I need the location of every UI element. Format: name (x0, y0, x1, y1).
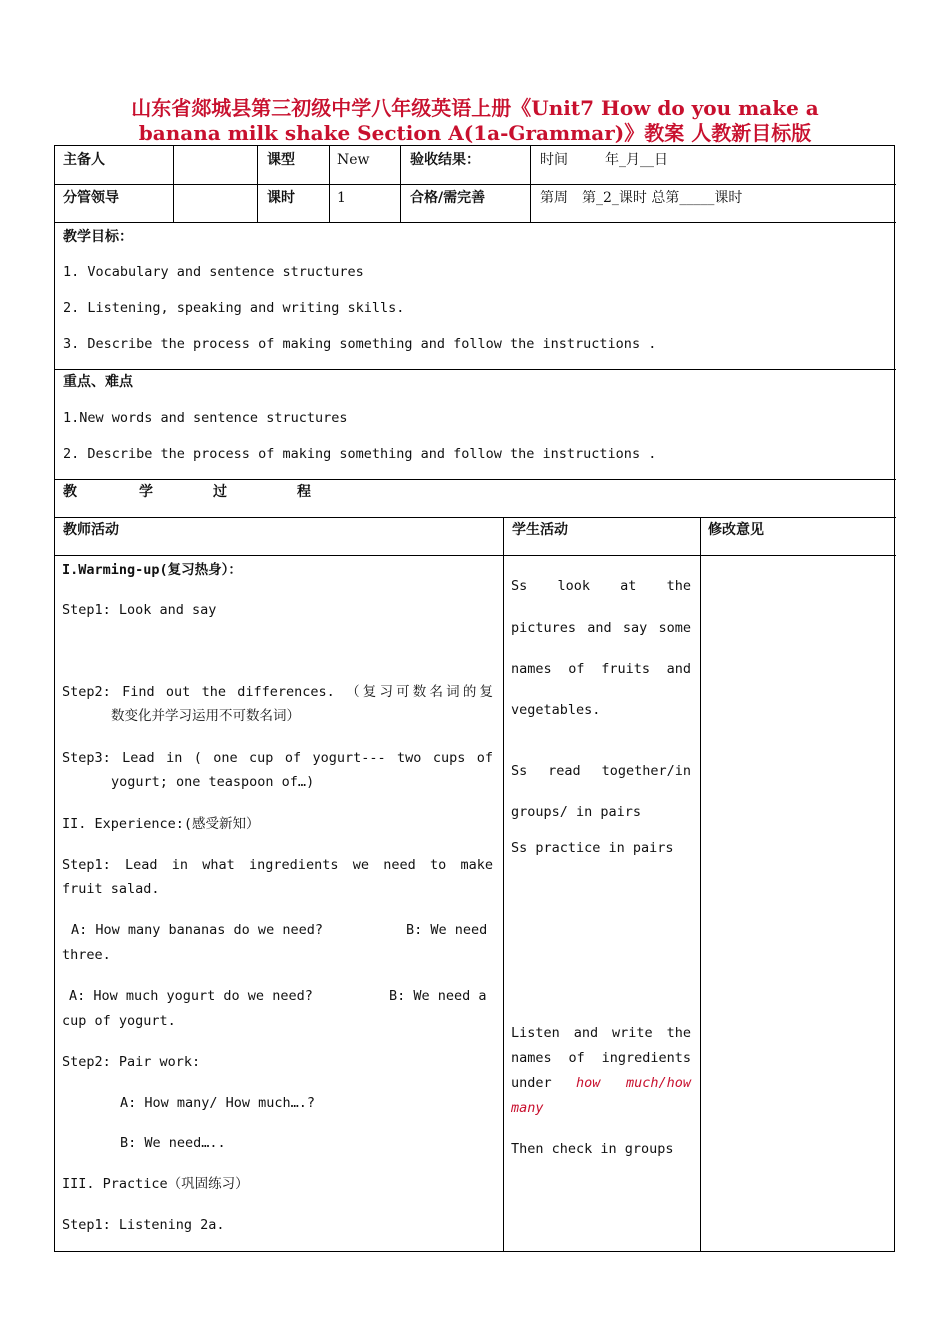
rule (503, 517, 504, 1251)
warmup-step2-line2: 数变化并学习运用不可数名词） (111, 708, 300, 724)
student-line: names of fruits and (511, 661, 691, 677)
warmup-heading: I.Warming-up(复习热身）： (62, 562, 242, 578)
warmup-step1: Step1: Look and say (62, 602, 217, 618)
qa2-answer: B: We need a (389, 988, 487, 1004)
pair-work-a: A: How many/ How much….? (120, 1095, 316, 1111)
objective-item: 2. Listening, speaking and writing skills. (63, 300, 405, 316)
result-label: 验收结果： (410, 152, 480, 168)
student-line: vegetables. (511, 702, 601, 718)
key-points-heading: 重点、难点 (63, 374, 133, 390)
notes-header: 修改意见 (708, 522, 764, 538)
student-emphasis: many (511, 1100, 544, 1116)
student-line: pictures and say some (511, 620, 691, 636)
rule (55, 479, 896, 480)
pass-label: 合格/需完善 (410, 190, 486, 206)
objective-item: 3. Describe the process of making something and follow the instructions . (63, 336, 657, 352)
warmup-step3-line1: Step3: Lead in ( one cup of yogurt--- two cups of (62, 750, 493, 766)
student-line: under (511, 1075, 552, 1091)
student-line: Listen and write the (511, 1025, 691, 1041)
rule (55, 222, 896, 223)
rule (55, 555, 896, 556)
type-value: New (337, 152, 370, 168)
listening-step: Step1: Listening 2a. (62, 1217, 225, 1233)
process-heading-char: 程 (297, 484, 311, 500)
preparer-label: 主备人 (63, 152, 105, 168)
rule (55, 517, 896, 518)
student-line: Ss practice in pairs (511, 840, 674, 856)
warmup-step2-line1: Step2: Find out the differences. （复习可数名词的复 (62, 684, 493, 700)
leader-label: 分管领导 (63, 190, 119, 206)
qa1-answer-cont: three. (62, 947, 111, 963)
rule (257, 146, 258, 222)
pair-work-b: B: We need….. (120, 1135, 226, 1151)
warmup-step3-line2: yogurt; one teaspoon of…) (111, 774, 315, 790)
student-line: Then check in groups (511, 1141, 674, 1157)
exp-step1-line1: Step1: Lead in what ingredients we need to make (62, 857, 493, 873)
type-label: 课型 (267, 152, 295, 168)
document-title (0, 96, 950, 146)
student-line: Ss read together/in (511, 763, 691, 779)
week-text: 第周 第_2_课时 总第_____课时 (540, 190, 743, 206)
rule (400, 146, 401, 222)
hours-value: 1 (337, 190, 346, 206)
qa2-question: A: How much yogurt do we need? (69, 988, 313, 1004)
qa1-answer: B: We need (406, 922, 488, 938)
student-activity-header: 学生活动 (512, 522, 568, 538)
time-label: 时间 (540, 152, 568, 168)
rule (700, 517, 701, 1251)
rule (530, 146, 531, 222)
exp-step1-line2: fruit salad. (62, 881, 160, 897)
student-line: names of ingredients (511, 1050, 691, 1066)
process-heading-char: 学 (139, 484, 153, 500)
qa1-question: A: How many bananas do we need? (71, 922, 323, 938)
rule (55, 184, 896, 185)
process-heading-char: 过 (213, 484, 227, 500)
pair-work-step: Step2: Pair work: (62, 1054, 201, 1070)
rule (329, 146, 330, 222)
time-value: 年_月__日 (605, 152, 668, 168)
key-point-item: 2. Describe the process of making something and follow the instructions . (63, 446, 657, 462)
rule (173, 146, 174, 222)
experience-heading: II. Experience:(感受新知） (62, 816, 260, 832)
student-line: Ss look at the (511, 578, 691, 594)
title-line-1: 山东省郯城县第三初级中学八年级英语上册《Unit7 How do you make a (131, 96, 819, 120)
objective-item: 1. Vocabulary and sentence structures (63, 264, 364, 280)
teacher-activity-header: 教师活动 (63, 522, 119, 538)
process-heading-char: 教 (63, 484, 77, 500)
student-emphasis: how much/how (576, 1075, 691, 1091)
title-line-2: banana milk shake Section A(1a-Grammar)》教案 人教新目标版 (138, 121, 812, 145)
practice-heading: III. Practice（巩固练习） (62, 1176, 249, 1192)
qa2-answer-cont: cup of yogurt. (62, 1013, 176, 1029)
hours-label: 课时 (267, 190, 295, 206)
rule (55, 369, 896, 370)
objectives-heading: 教学目标： (63, 229, 133, 245)
key-point-item: 1.New words and sentence structures (63, 410, 348, 426)
student-line: groups/ in pairs (511, 804, 642, 820)
